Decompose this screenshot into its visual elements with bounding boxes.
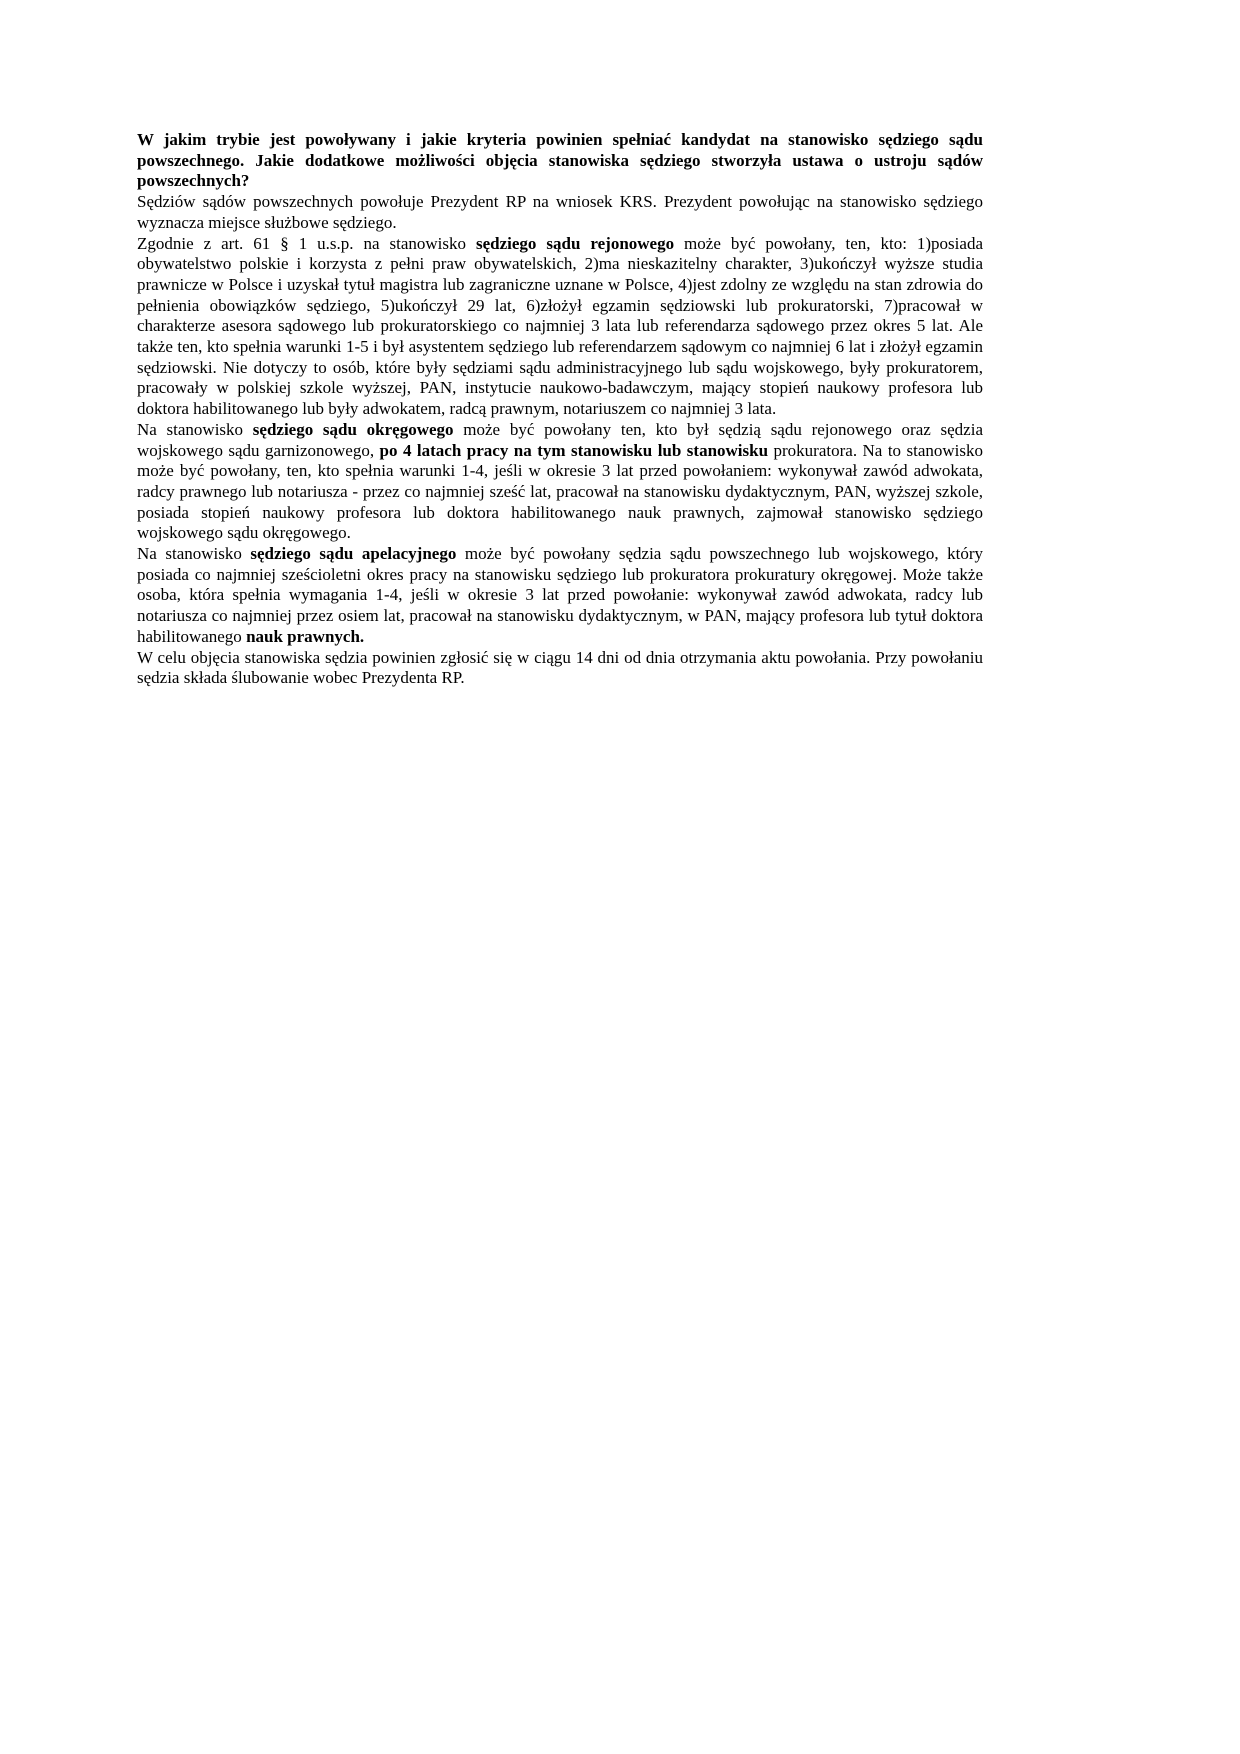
paragraph-text: Zgodnie z art. 61 § 1 u.s.p. na stanowisko xyxy=(137,233,476,253)
paragraph-regional-court-judge xyxy=(137,420,983,544)
paragraph-text: Sędziów sądów powszechnych powołuje Prezydent RP na wniosek KRS. Prezydent powołując na stanowisko sędziego wyznacza miejsce służbowe sędziego. xyxy=(137,192,983,232)
document-content xyxy=(137,130,983,689)
paragraph-text: W celu objęcia stanowiska sędzia powinien zgłosić się w ciągu 14 dni od dnia otrzymania aktu powołania. Przy powołaniu sędzia składa ślubowanie wobec Prezydenta RP. xyxy=(137,647,983,688)
paragraph-text-bold: sędziego sądu okręgowego xyxy=(252,419,454,439)
paragraph-appellate-court-judge xyxy=(137,544,983,648)
paragraph-text-bold: sędziego sądu rejonowego xyxy=(475,233,675,253)
paragraph-text: może być powołany ten, kto był sędzią sądu rejonowego oraz sędzia wojskowego sądu garnizonowego, xyxy=(137,419,983,460)
paragraph-text: Na stanowisko xyxy=(137,419,253,439)
paragraph-district-court-judge xyxy=(137,234,983,420)
paragraph-oath-and-deadline xyxy=(137,648,983,689)
paragraph-text: Na stanowisko xyxy=(137,544,251,564)
paragraph-appointment-procedure xyxy=(137,192,983,233)
paragraph-text-bold: nauk prawnych. xyxy=(246,626,365,646)
paragraph-text: może być powołany sędzia sądu powszechnego lub wojskowego, który posiada co najmniej sześcioletni okres pracy na stanowisku sędziego lub prokuratora prokuratury okręgowej. Może także osoba, która spełnia wymagania 1-4, jeśli w okresie 3 lat przed powołanie: wykonywał zawód adwokata, radcy lub notariusza co najmniej przez osiem lat, pracował na stanowisku dydaktycznym, w PAN, mający profesora lub tytuł doktora habilitowanego xyxy=(137,544,984,646)
paragraph-text-bold: sędziego sądu apelacyjnego xyxy=(250,544,457,564)
paragraph-text: prokuratora. Na to stanowisko może być powołany, ten, kto spełnia warunki 1-4, jeśli w okresie 3 lat przed powołaniem: wykonywał zawód adwokata, radcy prawnego lub notariusza - przez co najmniej sześć lat, pracował na stanowisku dydaktycznym, PAN, wyższej szkole, posiada stopień naukowy profesora lub doktora habilitowanego nauk prawnych, zajmował stanowisko sędziego wojskowego sądu okręgowego. xyxy=(137,440,984,543)
document-title xyxy=(137,130,983,192)
document-title-text: W jakim trybie jest powoływany i jakie kryteria powinien spełniać kandydat na stanowisko sędziego sądu powszechnego. Jakie dodatkowe możliwości objęcia stanowiska sędziego stworzyła ustawa o ustroju sądów powszechnych? xyxy=(137,130,983,191)
paragraph-text-bold: po 4 latach pracy na tym stanowisku lub stanowisku xyxy=(379,440,769,460)
paragraph-text: może być powołany, ten, kto: 1)posiada obywatelstwo polskie i korzysta z pełni praw obywatelskich, 2)ma nieskazitelny charakter, 3)ukończył wyższe studia prawnicze w Polsce i uzyskał tytuł magistra lub zagraniczne uznane w Polsce, 4)jest zdolny ze względu na stan zdrowia do pełnienia obowiązków sędziego, 5)ukończył 29 lat, 6)złożył egzamin sędziowski lub prokuratorski, 7)pracował w charakterze asesora sądowego lub prokuratorskiego co najmniej 3 lata lub referendarza sądowego przez okres 5 lat. Ale także ten, kto spełnia warunki 1-5 i był asystentem sędziego lub referendarzem sądowym co najmniej 6 lat i złożył egzamin sędziowski. Nie dotyczy to osób, które były sędziami sądu administracyjnego lub sądu wojskowego, były prokuratorem, pracowały w polskiej szkole wyższej, PAN, instytucie naukowo-badawczym, mający stopień naukowy profesora lub doktora habilitowanego lub były adwokatem, radcą prawnym, notariuszem co najmniej 3 lata. xyxy=(137,233,983,419)
